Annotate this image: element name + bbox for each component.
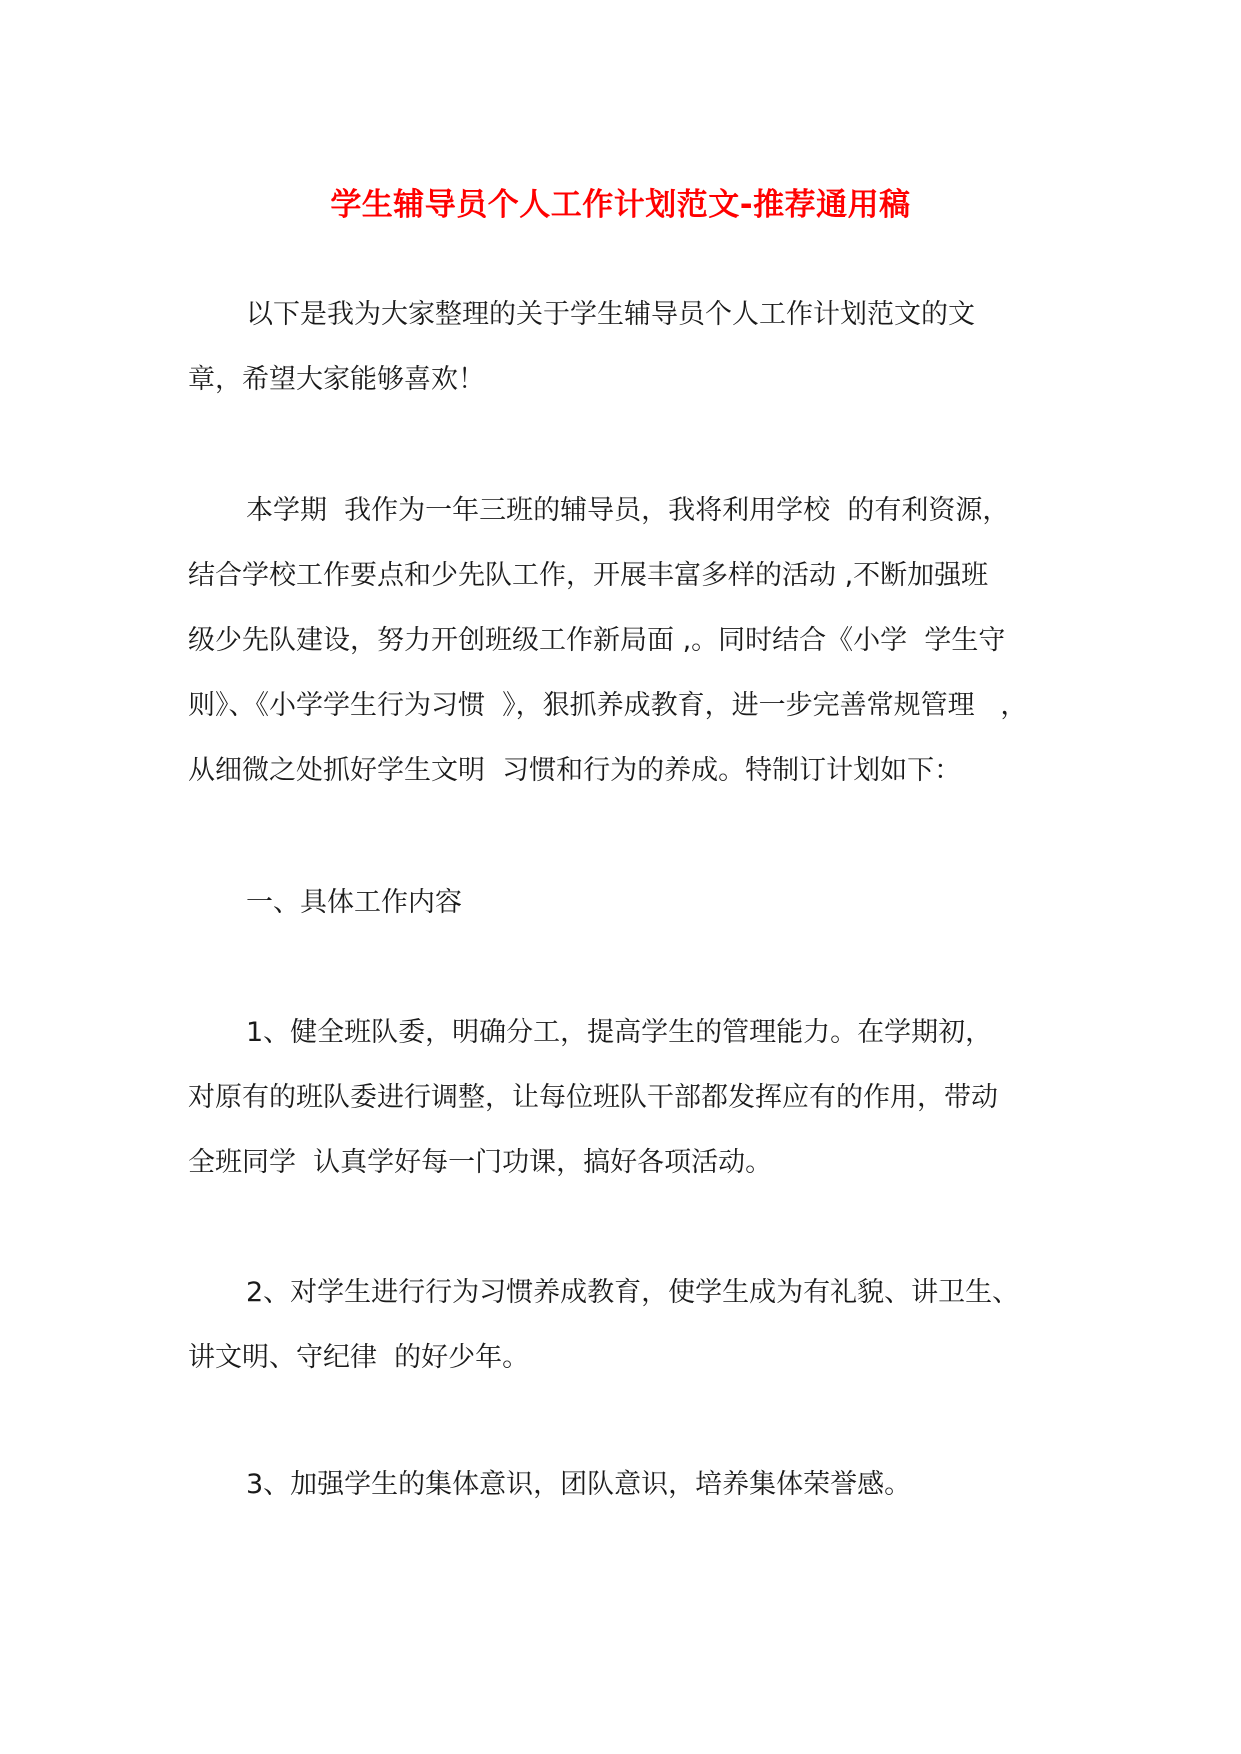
paragraph-line: 以下是我为大家整理的关于学生辅导员个人工作计划范文的文: [246, 299, 975, 330]
list-item-2: [188, 1260, 1078, 1390]
list-item-3: [188, 1452, 1078, 1517]
paragraph-line: 3、加强学生的集体意识，团队意识，培养集体荣誉感。: [246, 1469, 912, 1500]
semester-paragraph: [188, 478, 1078, 803]
list-item-1: [188, 1000, 1078, 1195]
paragraph-line: 章，希望大家能够喜欢！: [188, 364, 485, 395]
document-title: 学生辅导员个人工作计划范文-推荐通用稿: [330, 186, 911, 223]
section-heading: [188, 870, 1078, 935]
paragraph-line: 对原有的班队委进行调整，让每位班队干部都发挥应有的作用，带动: [188, 1082, 998, 1113]
paragraph-line: 1、健全班队委，明确分工，提高学生的管理能力。在学期初，: [246, 1017, 993, 1048]
paragraph-line: 级少先队建设，努力开创班级工作新局面 ,。同时结合《小学 学生守: [188, 625, 1006, 656]
intro-paragraph: [188, 282, 1078, 412]
paragraph-line: 2、对学生进行行为习惯养成教育，使学生成为有礼貌、讲卫生、: [246, 1277, 1020, 1308]
paragraph-line: 讲文明、守纪律 的好少年。: [188, 1342, 530, 1373]
section-heading-text: 一、具体工作内容: [246, 887, 462, 918]
paragraph-line: 全班同学 认真学好每一门功课，搞好各项活动。: [188, 1147, 773, 1178]
paragraph-line: 本学期 我作为一年三班的辅导员，我将利用学校 的有利资源，: [246, 495, 1010, 526]
paragraph-line: 则》、《小学学生行为习惯 》，狠抓养成教育，进一步完善常规管理 ，: [188, 690, 1028, 721]
paragraph-line: 结合学校工作要点和少先队工作，开展丰富多样的活动 ,不断加强班: [188, 560, 989, 591]
paragraph-line: 从细微之处抓好学生文明 习惯和行为的养成。特制订计划如下：: [188, 755, 962, 786]
